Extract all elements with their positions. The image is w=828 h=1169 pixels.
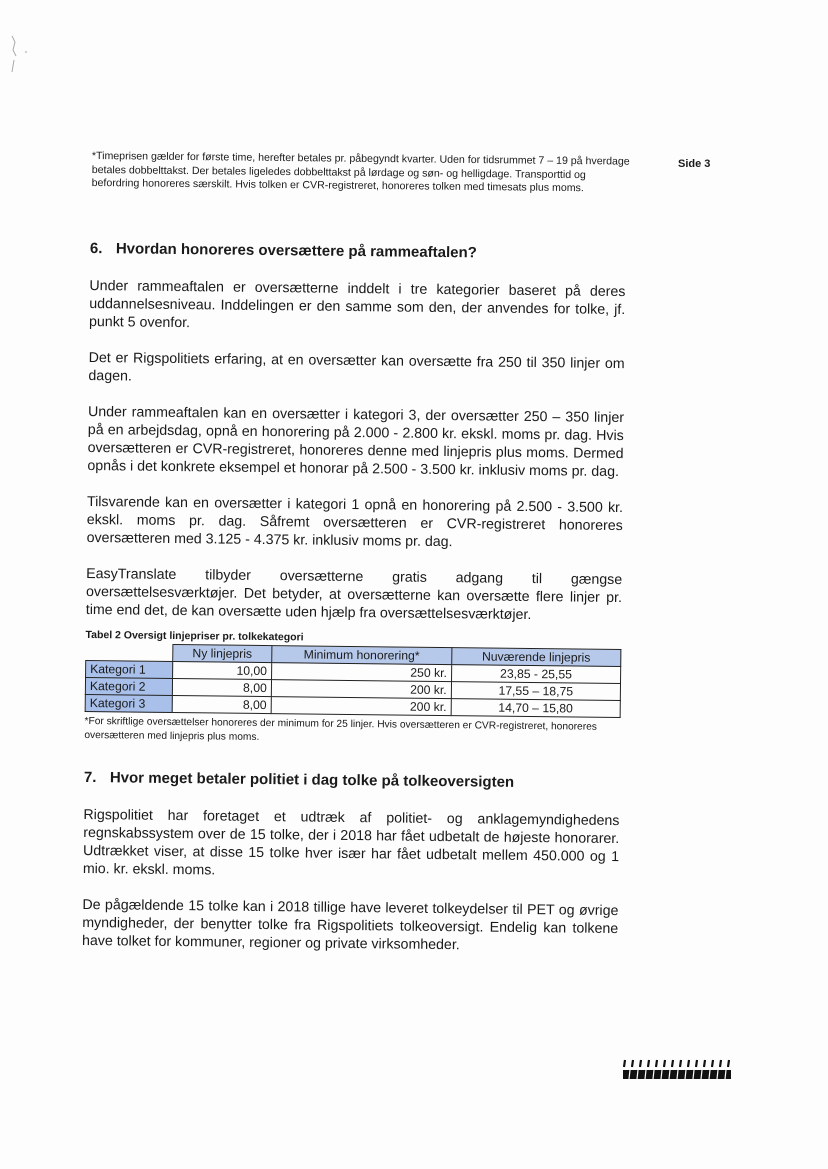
minimum-cell: 200 kr. [271, 697, 451, 716]
rate-footnote: *Timeprisen gælder for første time, herefter betales pr. påbegyndt kvarter. Uden for tidsrummet 7 – 19 på hverdage betales dobbelttakst. Der betales ligeledes dobbelttakst på lørdage og søn- og helligdage. Transporttid og befordring honoreres særskilt. Hvis tolken er CVR-registreret, honoreres tolken med timesats plus moms. [91, 150, 630, 195]
paragraph: Rigspolitiet har foretaget et udtræk af politiet- og anklagemyndighedens regnskabssystem over de 15 tolke, der i 2018 har fået udbetalt de højeste honorarer. Udtrækket viser, at disse 15 tolke hver især har fået udbetalt mellem 450.000 og 1 mio. kr. ekskl. moms. [82, 806, 620, 879]
paragraph: Under rammeaftalen kan en oversætter i kategori 3, der oversætter 250 – 350 linjer på en arbejdsdag, opnå en honorering på 2.000 - 2.800 kr. ekskl. moms pr. dag. Hvis oversætteren er CVR-registreret, honoreres denne med linjepris plus moms. Dermed opnås i det konkrete eksempel et honorar på 2.500 - 3.500 kr. inklusiv moms pr. dag. [87, 403, 625, 481]
main-content [82, 240, 626, 974]
page-number: Side 3 [678, 158, 711, 170]
table-footnote: *For skriftlige oversættelser honoreres der minimum for 25 linjer. Hvis oversætteren er CVR-registreret, honoreres oversætteren med linjepris plus moms. [84, 715, 597, 743]
category-cell: Kategori 3 [85, 694, 172, 712]
table-caption: Tabel 2 Oversigt linjepriser pr. tolkekategori [85, 628, 304, 644]
current-price-cell: 23,85 - 25,55 [451, 665, 620, 684]
header-current-price: Nuværende linjepris [452, 648, 621, 667]
header-new-price: Ny linjepris [173, 644, 272, 662]
new-price-cell: 8,00 [172, 695, 271, 713]
section-7-heading [84, 769, 620, 792]
new-price-cell: 8,00 [172, 678, 271, 696]
category-cell: Kategori 2 [85, 677, 172, 695]
barcode-stamp [622, 1058, 732, 1080]
paragraph: De pågældende 15 tolke kan i 2018 tillige have leveret tolkeydelser til PET og øvrige myndigheder, der benytter tolke fra Rigspolitiets tolkeoversigt. Endelig kan tolkene have tolket for kommuner, regioner og private virksomheder. [81, 896, 619, 954]
header-minimum: Minimum honorering* [272, 646, 452, 665]
section-6-title: Hvordan honoreres oversættere på rammeaftalen? [115, 240, 477, 262]
paragraph: EasyTranslate tilbyder oversætterne gratis adgang til gængse oversættelsesværktøjer. Det betyder, at oversætterne kan oversætte flere linjer pr. time end det, de kan oversætte uden hjælp fra oversættelsesværktøjer. [85, 565, 623, 624]
scan-mark [6, 32, 36, 82]
section-6-number: 6. [89, 240, 103, 258]
current-price-cell: 14,70 – 15,80 [451, 699, 620, 718]
paragraph: Det er Rigspolitiets erfaring, at en oversætter kan oversætte fra 250 til 350 linjer om dagen. [88, 349, 625, 385]
paragraph: Tilsvarende kan en oversætter i kategori 1 opnå en honorering på 2.500 - 3.500 kr. ekskl. moms pr. dag. Såfremt oversætteren er CVR-registreret honoreres oversætteren med 3.125 - 4.375 kr. inklusiv moms pr. dag. [86, 493, 624, 551]
section-7-title: Hvor meget betaler politiet i dag tolke på tolkeoversigten [109, 769, 515, 791]
section-6-heading [90, 240, 626, 263]
paragraph: Under rammeaftalen er oversætterne inddelt i tre kategorier baseret på deres uddannelsesniveau. Inddelingen er den samme som den, der anvendes for tolke, jf. punkt 5 ovenfor. [88, 277, 626, 332]
price-table [85, 643, 622, 718]
minimum-cell: 250 kr. [271, 663, 451, 682]
table-corner [86, 643, 173, 661]
category-cell: Kategori 1 [86, 660, 173, 678]
minimum-cell: 200 kr. [271, 680, 451, 699]
section-7 [82, 769, 620, 956]
current-price-cell: 17,55 – 18,75 [451, 682, 620, 701]
new-price-cell: 10,00 [173, 661, 272, 679]
section-7-number: 7. [83, 768, 97, 787]
